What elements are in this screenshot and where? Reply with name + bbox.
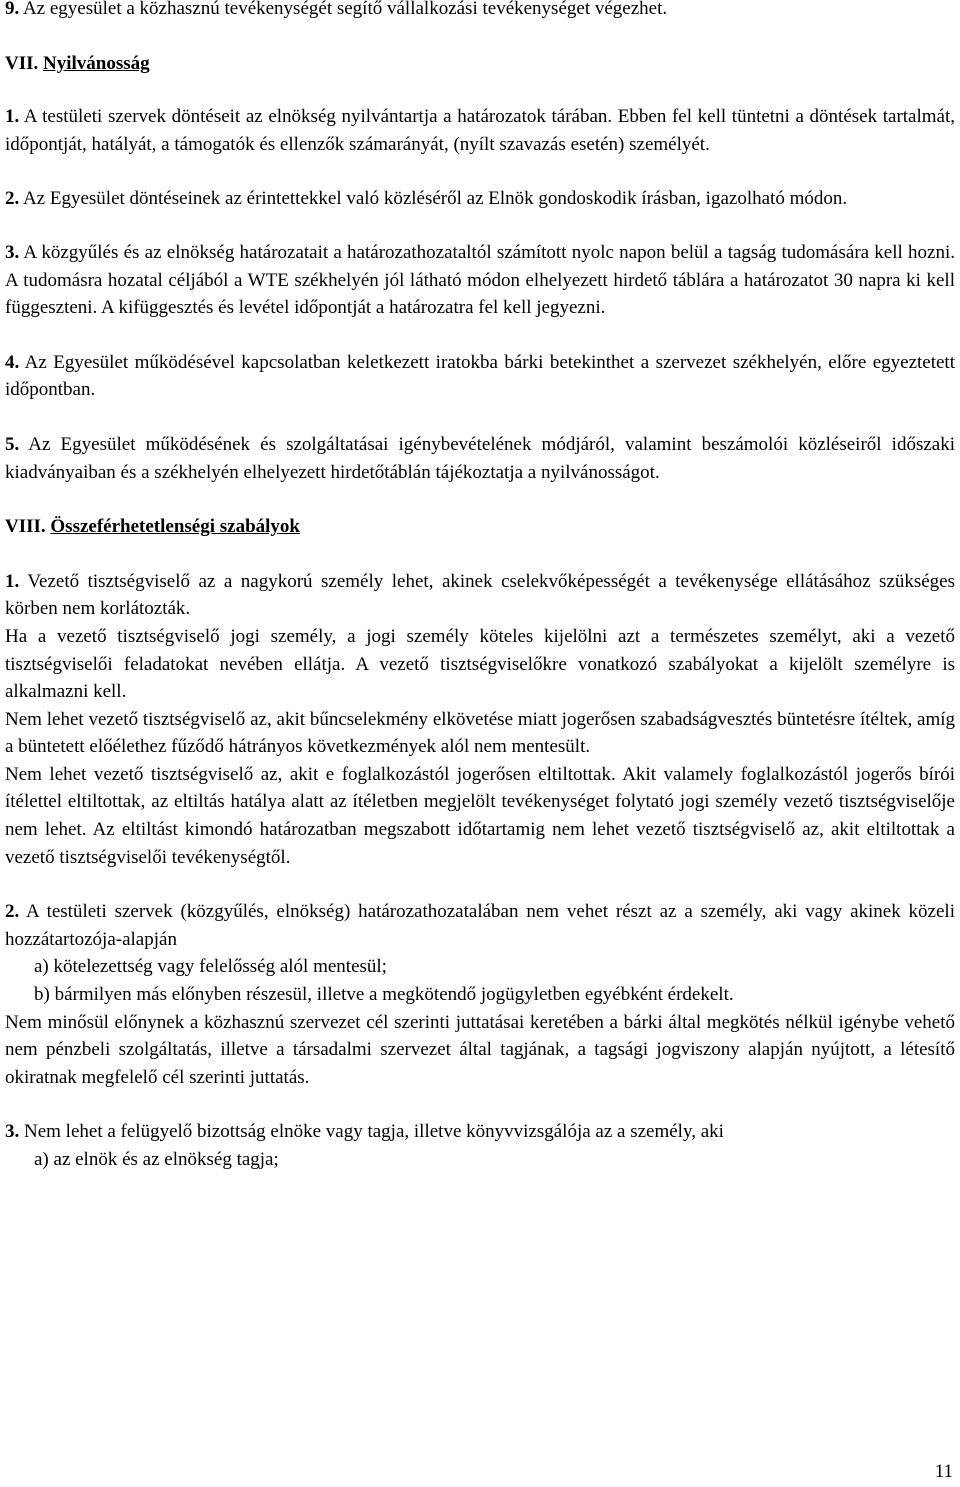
page-number: 11	[934, 1461, 953, 1482]
paragraph-number: 9.	[5, 0, 20, 19]
paragraph-number: 2.	[5, 901, 20, 923]
paragraph-number: 4.	[5, 351, 20, 373]
paragraph-7-2	[5, 185, 955, 213]
paragraph-number: 3.	[5, 241, 20, 263]
paragraph-8-2-advantage: Nem minősül előnynek a közhasznú szervezet cél szerinti juttatásai keretében a bárki által megkötés nélkül igénybe vehető nem pénzbeli szolgáltatás, illetve a társadalmi szervezet által tagjának, a tagsági jogviszony alapján nyújtott, a létesítő okiratnak megfelelő cél szerinti juttatás.	[5, 1011, 955, 1088]
paragraph-7-4	[5, 349, 955, 404]
paragraph-7-5	[5, 431, 955, 486]
section-title: Összeférhetetlenségi szabályok	[50, 516, 300, 538]
paragraph-number: 3.	[5, 1121, 20, 1143]
paragraph-text: Nem lehet a felügyelő bizottság elnöke vagy tagja, illetve könyvvizsgálója az a személy, aki	[19, 1121, 724, 1143]
paragraph-text: Az Egyesület működésének és szolgáltatásai igénybevételének módjáról, valamint beszámolói közléseiről időszaki kiadványaiban és a székhelyén elhelyezett hirdetőtáblán tájékoztatja a nyilvánosságot.	[5, 433, 955, 483]
paragraph-number: 2.	[5, 188, 20, 210]
paragraph-7-3	[5, 239, 955, 322]
section-title: Nyilvánosság	[43, 52, 150, 74]
paragraph-number: 1.	[5, 106, 20, 128]
paragraph-text: Az Egyesület döntéseinek az érintettekkel való közléséről az Elnök gondoskodik írásban, igazolható módon.	[19, 188, 848, 210]
list-item-b: b) bármilyen más előnyben részesül, illetve a megkötendő jogügyletben egyébként érdekelt.	[34, 984, 734, 1006]
section-heading-viii	[5, 513, 955, 541]
paragraph-text: A testületi szervek döntéseit az elnökség nyilvántartja a határozatok tárában. Ebben fel kell tüntetni a döntések tartalmát, időpontját, hatályát, a támogatók és ellenzők számarányát, (nyílt szavazás esetén) személyét.	[5, 106, 955, 155]
paragraph-text: A testületi szervek (közgyűlés, elnökség) határozathozatalában nem vehet részt az a személy, aki vagy akinek közeli hozzátartozója-alapján	[5, 901, 955, 950]
list-item-a: a) kötelezettség vagy felelősség alól mentesül;	[34, 956, 387, 978]
paragraph-number: 1.	[5, 570, 20, 592]
paragraph-text: Az egyesület a közhasznú tevékenységét segítő vállalkozási tevékenységet végezhet.	[19, 0, 668, 19]
page-content	[5, 0, 955, 1174]
paragraph-8-1-criminal: Nem lehet vezető tisztségviselő az, akit bűncselekmény elkövetése miatt jogerősen szabadságvesztés büntetésre ítéltek, amíg a büntetett előélethez fűződő hátrányos következmények alól nem mentesült.	[5, 708, 955, 758]
paragraph-8-1	[5, 568, 955, 623]
paragraph-7-1	[5, 103, 955, 158]
section-roman: VII.	[5, 52, 44, 74]
paragraph-8-1-prohibition: Nem lehet vezető tisztségviselő az, akit e foglalkozástól jogerősen eltiltottak. Akit valamely foglalkozástól jogerős bírói ítélettel eltiltottak, az eltiltás hatálya alatt az ítéletben megjelölt tevékenységet folytató jogi személy vezető tisztségviselője nem lehet. Az eltiltást kimondó határozatban megszabott időtartamig nem lehet vezető tisztségviselő az, akit eltiltottak a vezető tisztségviselői tevékenységtől.	[5, 763, 955, 868]
section-roman: VIII.	[5, 516, 51, 538]
section-heading-vii	[5, 50, 955, 78]
paragraph-text: A közgyűlés és az elnökség határozatait a határozathozataltól számított nyolc napon belül a tagság tudomására kell hozni. A tudomásra hozatal céljából a WTE székhelyén jól látható módon elhelyezett hirdető táblára a határozatot 30 napra ki kell függeszteni. A kifüggesztés és levétel időpontját a határozatra fel kell jegyezni.	[5, 241, 955, 319]
paragraph-6-9	[5, 0, 955, 23]
paragraph-8-3	[5, 1118, 955, 1146]
list-item-a: a) az elnök és az elnökség tagja;	[34, 1149, 279, 1170]
paragraph-text: Vezető tisztségviselő az a nagykorú személy lehet, akinek cselekvőképességét a tevékenysége ellátásához szükséges körben nem korlátozták.	[5, 570, 955, 620]
paragraph-text: Az Egyesület működésével kapcsolatban keletkezett iratokba bárki betekinthet a szervezet székhelyén, előre egyeztetett időpontban.	[5, 351, 955, 401]
paragraph-8-1-legal-person: Ha a vezető tisztségviselő jogi személy, a jogi személy köteles kijelölni azt a természetes személyt, aki a vezető tisztségviselői feladatokat nevében ellátja. A vezető tisztségviselőkre vonatkozó szabályokat a kijelölt személyre is alkalmazni kell.	[5, 625, 955, 703]
paragraph-8-2	[5, 898, 955, 953]
paragraph-number: 5.	[5, 433, 20, 455]
